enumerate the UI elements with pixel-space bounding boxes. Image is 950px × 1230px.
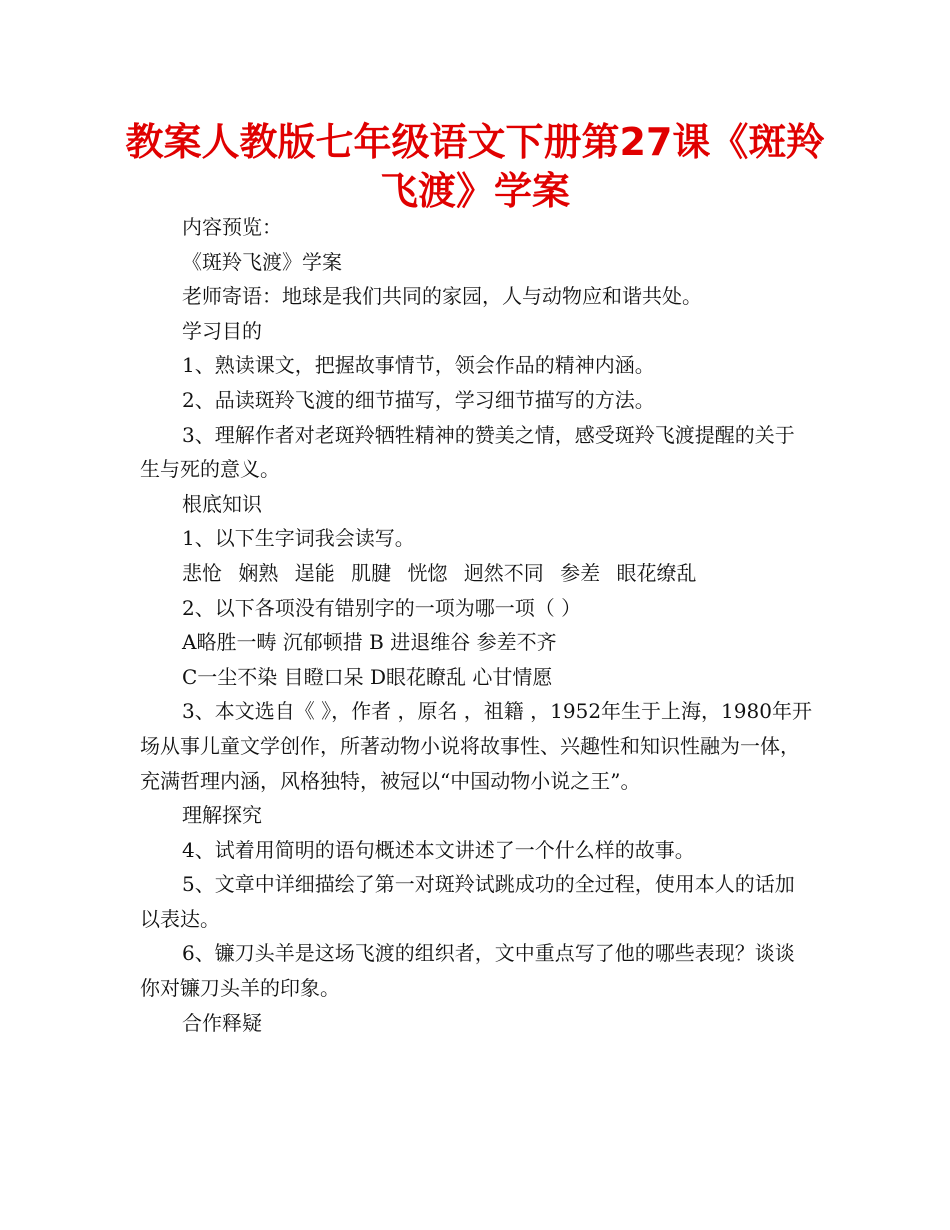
section-heading-basics: 根底知识 [182, 491, 262, 516]
section-heading-explore: 理解探究 [182, 803, 262, 828]
goal-item-2: 2、品读斑羚飞渡的细节描写，学习细节描写的方法。 [182, 387, 655, 412]
goal-item-1: 1、熟读课文，把握故事情节，领会作品的精神内涵。 [182, 353, 655, 378]
question-2: 2、以下各项没有错别字的一项为哪一项（ ） [182, 595, 582, 620]
question-4: 4、试着用简明的语句概述本文讲述了一个什么样的故事。 [182, 837, 695, 862]
vocab-word: 逞能 [294, 560, 335, 585]
vocab-word: 肌腱 [351, 560, 392, 585]
section-heading-goals: 学习目的 [182, 318, 262, 343]
vocab-word: 恍惚 [407, 560, 448, 585]
question-2-options-ab: A略胜一畴 沉郁顿措 B 进退维谷 参差不齐 [182, 630, 557, 655]
goal-item-3: 3、理解作者对老斑羚牺牲精神的赞美之情，感受斑羚飞渡提醒的关于生与死的意义。 [140, 422, 795, 482]
vocab-word: 悲怆 [182, 560, 222, 585]
question-3: 3、本文选自《 》，作者 ，原名 ，祖籍 ，1952年生于上海，1980年开场从事儿童文学创作，所著动物小说将故事性、兴趣性和知识性融为一体，充满哲理内涵，风格独特，被冠以“中国动物小说之王”。 [140, 699, 812, 793]
vocab-word: 迥然不同 [463, 560, 544, 585]
document-title: 教案人教版七年级语文下册第27课《斑羚飞渡》学案 [125, 120, 825, 213]
preview-label: 内容预览： [182, 215, 282, 239]
vocab-word: 眼花缭乱 [616, 560, 697, 585]
question-5: 5、文章中详细描绘了第一对斑羚试跳成功的全过程，使用本人的话加以表达。 [140, 872, 795, 931]
vocab-word: 娴熟 [238, 560, 279, 585]
question-6: 6、镰刀头羊是这场飞渡的组织者，文中重点写了他的哪些表现？谈谈你对镰刀头羊的印象。 [140, 941, 795, 1001]
vocab-list [140, 556, 812, 591]
vocab-word: 参差 [560, 560, 601, 585]
document-body [140, 210, 812, 1040]
question-2-options-cd: C一尘不染 目瞪口呆 D眼花瞭乱 心甘情愿 [182, 664, 553, 689]
question-1: 1、以下生字词我会读写。 [182, 526, 415, 551]
teacher-message: 老师寄语：地球是我们共同的家园，人与动物应和谐共处。 [182, 284, 702, 309]
section-heading-cooperate: 合作释疑 [182, 1010, 262, 1035]
doc-name: 《斑羚飞渡》学案 [182, 249, 342, 274]
